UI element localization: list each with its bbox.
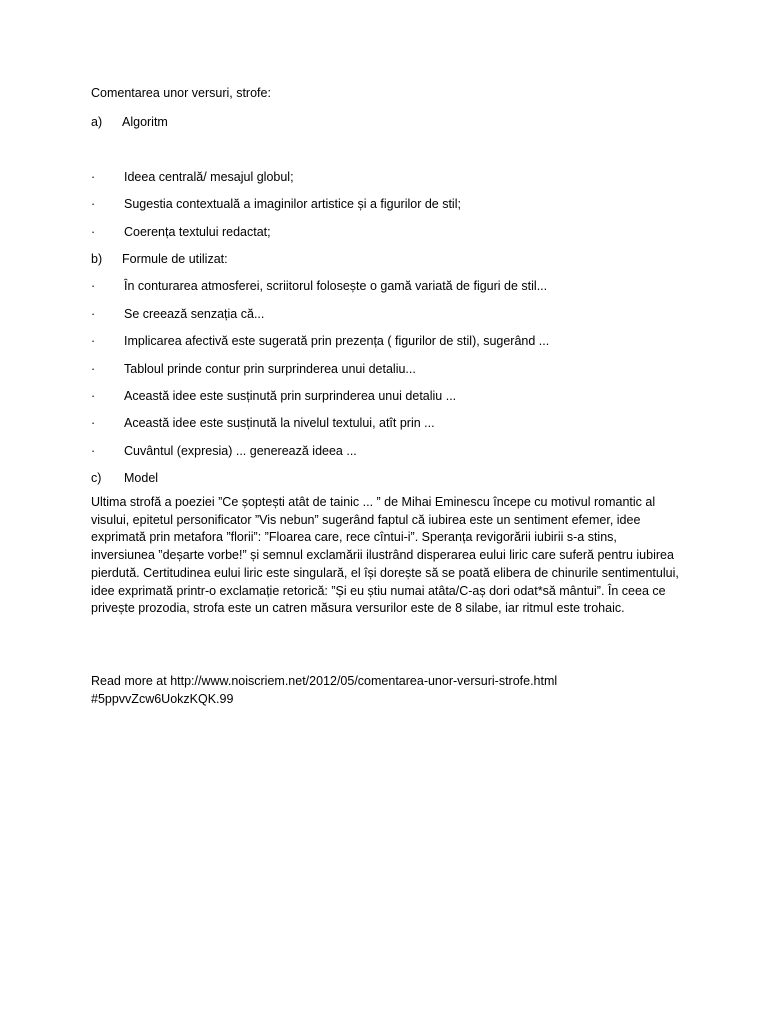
formula-item: Această idee este susținută la nivelul textului, atît prin ... bbox=[124, 416, 435, 430]
section-a-label: Algoritm bbox=[122, 115, 168, 129]
formula-item: Se creează senzația că... bbox=[124, 307, 265, 321]
bullet-icon: · bbox=[91, 334, 96, 348]
formula-item: În conturarea atmosferei, scriitorul folosește o gamă variată de figuri de stil... bbox=[124, 279, 548, 293]
bullet-icon: · bbox=[91, 225, 96, 239]
bullet-icon: · bbox=[91, 416, 96, 430]
bullet-icon: · bbox=[91, 279, 96, 293]
read-more-link[interactable]: Read more at http://www.noiscriem.net/2012/05/comentarea-unor-versuri-strofe.html#5ppvvZcw6UokzKQK.99 bbox=[91, 674, 558, 706]
algorithm-item: Sugestia contextuală a imaginilor artistice și a figurilor de stil; bbox=[124, 197, 461, 211]
formula-item: Implicarea afectivă este sugerată prin prezența ( figurilor de stil), sugerând ... bbox=[124, 334, 550, 348]
section-c-label: Model bbox=[124, 471, 159, 485]
algorithm-item: Ideea centrală/ mesajul globul; bbox=[124, 170, 294, 184]
algorithm-item: Coerența textului redactat; bbox=[124, 225, 271, 239]
bullet-icon: · bbox=[91, 389, 96, 403]
formula-item: Această idee este susținută prin surprinderea unui detaliu ... bbox=[124, 389, 457, 403]
bullet-icon: · bbox=[91, 197, 96, 211]
bullet-icon: · bbox=[91, 170, 96, 184]
bullet-icon: · bbox=[91, 362, 96, 376]
bullet-icon: · bbox=[91, 307, 96, 321]
section-a-marker: a) bbox=[91, 115, 103, 129]
section-c-marker: c) bbox=[91, 471, 102, 485]
formula-item: Tabloul prinde contur prin surprinderea unui detaliu... bbox=[124, 362, 416, 376]
formula-item: Cuvântul (expresia) ... generează ideea ... bbox=[124, 444, 357, 458]
bullet-icon: · bbox=[91, 444, 96, 458]
section-b-marker: b) bbox=[91, 252, 103, 266]
document-heading: Comentarea unor versuri, strofe: bbox=[91, 86, 271, 100]
section-b-label: Formule de utilizat: bbox=[122, 252, 228, 266]
model-paragraph: Ultima strofă a poeziei ”Ce șoptești atât de tainic ... ” de Mihai Eminescu începe cu motivul romantic al visului, epitetul personificator ”Vis nebun” sugerând faptul că iubirea este un sentiment efemer, idee exprimată prin metafora ”florii”: ”Floarea care, rece cîntui-i”. Speranța revigorării iubirii s-a stins, inversiunea ”deșarte vorbe!” și semnul exclamării ilustrând disperarea eului liric care suferă pentru iubirea pierdută. Certitudinea eului liric este singulară, el își dorește să se poată elibera de chinurile sentimentului, idee exprimată printr-o exclamație retorică: ”Și eu știu numai atâta/C-aș dori odat*să mântui”. În ceea ce privește prozodia, strofa este un catren măsura versurilor este de 8 silabe, iar ritmul este trohaic. bbox=[91, 495, 679, 616]
